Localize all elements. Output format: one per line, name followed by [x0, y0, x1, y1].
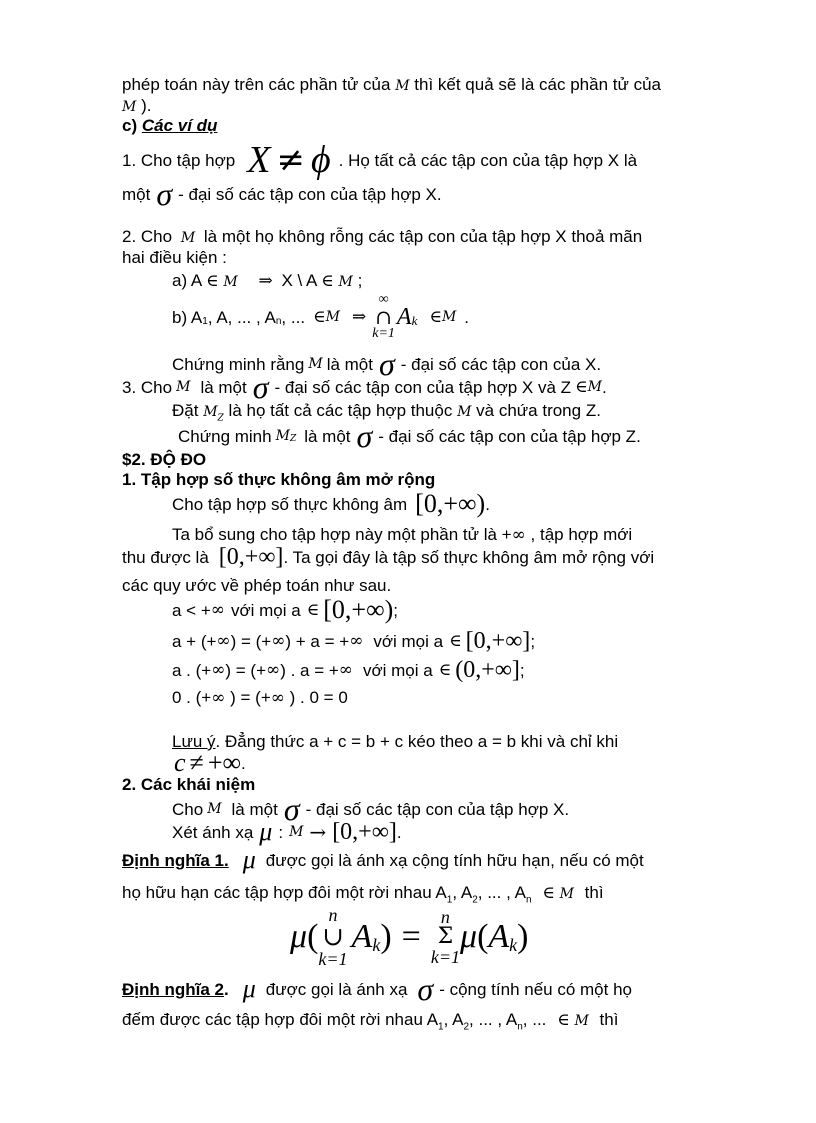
subscript-z: Z: [217, 413, 224, 424]
text: là một: [326, 354, 373, 374]
mu-symbol: μ: [242, 974, 256, 1003]
example-2-line-1: [122, 228, 642, 245]
in-symbol: ∈: [438, 659, 452, 680]
x-symbol: X: [247, 139, 271, 181]
text: - đại số các tập con của tập hợp X.: [178, 184, 442, 204]
infinity-symbol: ∞: [266, 659, 281, 680]
sigma-symbol: σ: [283, 791, 300, 827]
family-symbol: M: [223, 274, 238, 290]
intersection-operator: [372, 293, 395, 341]
in-symbol: ∈: [542, 883, 555, 903]
in-symbol: ∈: [206, 271, 219, 291]
text: .: [241, 753, 246, 773]
definition-1-line-2: [122, 884, 604, 905]
sigma-symbol: σ: [356, 418, 373, 454]
set-A: A: [396, 304, 412, 330]
set-A: A: [488, 918, 510, 955]
union-operator: [318, 906, 347, 968]
in-symbol: ∈: [313, 306, 326, 327]
subscript-k: k: [509, 935, 518, 955]
text: .: [396, 822, 402, 842]
text: , A: [443, 1010, 464, 1029]
infinity-symbol: ∞: [511, 525, 526, 545]
in-symbol: ∈: [575, 376, 588, 397]
text: ;: [530, 631, 536, 651]
text: Chứng minh: [178, 426, 272, 446]
text: với mọi a: [373, 631, 444, 651]
infinity-symbol: ∞: [270, 688, 285, 708]
arrow-symbol: →: [309, 820, 327, 844]
text: - đại số các tập con của tập hợp X.: [305, 799, 570, 819]
text: ) . 0 = 0: [289, 688, 348, 707]
text: Xét ánh xạ: [172, 822, 254, 842]
subscript: 2: [472, 894, 478, 906]
mu-symbol: μ: [459, 918, 478, 955]
definition-2-label: Định nghĩa 2: [122, 979, 224, 999]
text: thì: [599, 1010, 619, 1029]
interval-open: [0,+∞): [323, 595, 394, 624]
lower-limit: k=1: [430, 947, 460, 967]
mu-symbol: μ: [290, 918, 308, 955]
text: .: [601, 377, 607, 397]
var-c: c: [174, 748, 186, 777]
text: , ...: [522, 1010, 547, 1029]
section-title: $2. ĐỘ ĐO: [122, 450, 207, 469]
text: , ...: [281, 307, 306, 327]
text: . Ta gọi đây là tập số thực không âm mở rộng với: [283, 547, 655, 567]
text: , ... , A: [477, 883, 526, 902]
subscript: 1: [202, 316, 208, 327]
sum-symbol: Σ: [437, 924, 454, 949]
in-symbol: ∈: [449, 630, 462, 651]
text: - cộng tính nếu có một họ: [439, 979, 632, 999]
sigma-symbol: σ: [417, 971, 434, 1007]
text: và chứa trong Z.: [476, 401, 601, 420]
family-symbol: M: [325, 309, 340, 325]
text: .: [485, 494, 490, 514]
upper-limit: ∞: [378, 292, 389, 307]
text: a . (+: [172, 660, 212, 680]
cup-symbol: ∪: [322, 922, 344, 952]
text: họ hữu hạn các tập hợp đôi một rời nhau A: [122, 883, 447, 902]
text: . Họ tất cả các tập con của tập hợp X là: [338, 150, 638, 170]
text: là một: [304, 426, 351, 446]
family-symbol: M: [207, 801, 222, 817]
infinity-symbol: ∞: [211, 659, 226, 680]
para-3: [122, 543, 654, 571]
family-symbol: M: [587, 379, 602, 395]
note-label: Lưu ý: [172, 732, 216, 751]
empty-set-symbol: ϕ: [310, 139, 331, 181]
text: - đại số các tập con của X.: [400, 354, 602, 374]
text: Cho: [172, 799, 204, 819]
subscript: 1: [438, 1021, 444, 1033]
text: - đại số các tập con của tập hợp Z.: [378, 426, 641, 446]
rule-2: [172, 627, 535, 655]
definition-1-label: Định nghĩa 1.: [122, 850, 229, 870]
sigma-symbol: σ: [252, 369, 269, 405]
subscript: 2: [463, 1021, 470, 1033]
rule-3: [172, 656, 525, 684]
plus-infinity: +∞: [207, 748, 242, 777]
intro-line-2: [122, 97, 151, 114]
subscript: n: [525, 894, 532, 906]
text: Ta bổ sung cho tập hợp này một phần tử là +: [172, 525, 512, 544]
heading-text: Các ví dụ: [141, 116, 218, 135]
family-symbol: M: [289, 824, 304, 840]
additivity-formula: μ ( n ∪ k=1 A $_k$ ) = n Σ k=1 μ ( A $_k$ ): [290, 905, 529, 969]
interval-closed: [0,+∞]: [332, 819, 397, 845]
text: 3. Cho: [122, 377, 173, 397]
upper-limit: n: [328, 905, 338, 925]
infinity-symbol: ∞: [338, 659, 353, 680]
text: , tập hợp mới: [530, 525, 633, 544]
text: 1. Cho tập hợp: [122, 150, 236, 170]
sigma-symbol: σ: [156, 176, 173, 212]
text: là một họ không rỗng các tập con của tập hợp X thoả mãn: [203, 227, 643, 246]
example-1-line-2: [122, 178, 442, 210]
family-symbol: M: [275, 428, 290, 444]
example-3-line-1: [122, 369, 607, 405]
rule-4: [172, 689, 348, 707]
text: ;: [519, 660, 525, 680]
text: 0 . (+: [172, 688, 212, 707]
infinity-symbol: ∞: [349, 630, 364, 651]
intro-line-1: [122, 76, 661, 93]
neq-symbol: ≠: [276, 140, 305, 180]
family-symbol: M: [457, 404, 472, 420]
text: đếm được các tập hợp đôi một rời nhau A: [122, 1010, 439, 1029]
rule-1: [172, 596, 398, 624]
text: a < +: [172, 600, 211, 620]
infinity-symbol: ∞: [271, 630, 286, 651]
text: , A, ... , A: [207, 307, 276, 327]
text: ).: [141, 96, 152, 115]
family-symbol: M: [308, 356, 323, 372]
text: ) . a = +: [280, 660, 339, 680]
text: ) = (+: [225, 660, 267, 680]
family-symbol: M: [338, 274, 353, 290]
text: Cho tập hợp số thực không âm: [172, 494, 408, 514]
upper-limit: n: [440, 907, 450, 927]
infinity-symbol: ∞: [211, 688, 226, 708]
text: , ... , A: [469, 1010, 518, 1029]
in-symbol: ∈: [321, 271, 334, 291]
text: 2. Cho: [122, 227, 173, 246]
subsection-2-title: 2. Các khái niệm: [122, 775, 256, 794]
text: được gọi là ánh xạ: [265, 979, 408, 999]
interval-open: [0,+∞): [415, 489, 486, 518]
text: với mọi a: [362, 660, 433, 680]
example-3-line-2: [172, 402, 601, 423]
lower-limit: k=1: [318, 949, 348, 969]
text: hai điều kiện :: [122, 248, 227, 267]
text: ) = (+: [230, 631, 272, 651]
interval-closed: [0,+∞]: [218, 544, 284, 570]
heading-prefix: c): [122, 116, 138, 135]
implies-symbol: ⇒: [351, 306, 367, 327]
text: ) + a = +: [285, 631, 350, 651]
subscript: n: [275, 316, 282, 327]
note-condition: [174, 750, 246, 776]
subscript: 1: [446, 894, 453, 906]
family-symbol: M: [395, 78, 410, 94]
text: thu được là: [122, 547, 209, 567]
text: thì kết quả sẽ là các phần tử của: [414, 75, 661, 94]
set-A: A: [351, 918, 373, 955]
text: ;: [357, 271, 363, 290]
text: với mọi a: [230, 600, 301, 620]
family-symbol: M: [441, 309, 457, 325]
definition-2-line-1: Định nghĩa 2 . μ được gọi là ánh xạ σ - cộng tính nếu có một họ: [122, 971, 632, 1007]
mu-symbol: μ: [259, 817, 273, 846]
lower-limit: k=1: [372, 326, 395, 341]
family-symbol: M: [574, 1013, 589, 1029]
text: Đặt: [172, 401, 199, 420]
para-2: [172, 526, 632, 544]
para-4: các quy ước về phép toán như sau.: [122, 576, 392, 595]
family-symbol: M: [203, 404, 218, 420]
text: a) A: [172, 271, 202, 290]
neq-symbol: ≠: [189, 748, 204, 777]
text: là họ tất cả các tập hợp thuộc: [228, 401, 453, 420]
examples-heading: [122, 117, 217, 134]
condition-b: [172, 293, 469, 341]
family-symbol: M: [559, 886, 574, 902]
example-2-line-2: [122, 249, 227, 266]
in-symbol: ∈: [557, 1010, 570, 1030]
infinity-symbol: ∞: [210, 599, 225, 620]
sum-operator: [431, 908, 460, 966]
interval-closed: [0,+∞]: [465, 628, 531, 654]
mu-symbol: μ: [242, 845, 256, 874]
text: Chứng minh rằng: [172, 354, 305, 374]
definition-2-line-2: [122, 1011, 618, 1032]
text: được gọi là ánh xạ cộng tính hữu hạn, nếu có một: [265, 850, 644, 870]
text: thì: [584, 883, 604, 902]
concepts-line-2: [172, 818, 402, 846]
para-1: [172, 490, 490, 518]
text: .: [464, 307, 470, 327]
text: . Đẳng thức a + c = b + c kéo theo a = b khi và chỉ khi: [215, 732, 619, 751]
text: là một: [231, 799, 278, 819]
text: phép toán này trên các phần tử của: [122, 75, 391, 94]
prove-2: [178, 418, 641, 454]
text: a + (+: [172, 631, 217, 651]
in-symbol: ∈: [429, 306, 442, 327]
interval-half-open: (0,+∞]: [455, 657, 520, 683]
condition-a: [172, 272, 362, 290]
text: một: [122, 184, 151, 204]
text: , A: [452, 883, 473, 902]
subsection-1-title: 1. Tập hợp số thực không âm mở rộng: [122, 470, 436, 489]
text: b) A: [172, 307, 203, 327]
subscript-k: k: [411, 313, 418, 328]
subscript-k: k: [372, 935, 381, 955]
cap-symbol: ∩: [375, 305, 392, 329]
text: là một: [200, 377, 247, 397]
subscript: n: [517, 1021, 523, 1033]
example-1-line-1: [122, 140, 637, 180]
text: ;: [393, 600, 398, 620]
in-symbol: ∈: [306, 599, 320, 620]
subscript-z: Z: [289, 434, 297, 444]
text: :: [278, 822, 284, 842]
infinity-symbol: ∞: [216, 630, 231, 651]
sigma-symbol: σ: [378, 346, 395, 382]
text: - đại số các tập con của tập hợp X và Z: [274, 377, 572, 397]
text: X \ A: [281, 271, 317, 290]
definition-1-line-1: [122, 846, 644, 874]
family-symbol: M: [180, 230, 196, 246]
text: ) = (+: [230, 688, 271, 707]
family-symbol: M: [176, 379, 191, 395]
implies-symbol: ⇒: [258, 271, 273, 291]
family-symbol: M: [122, 99, 137, 115]
